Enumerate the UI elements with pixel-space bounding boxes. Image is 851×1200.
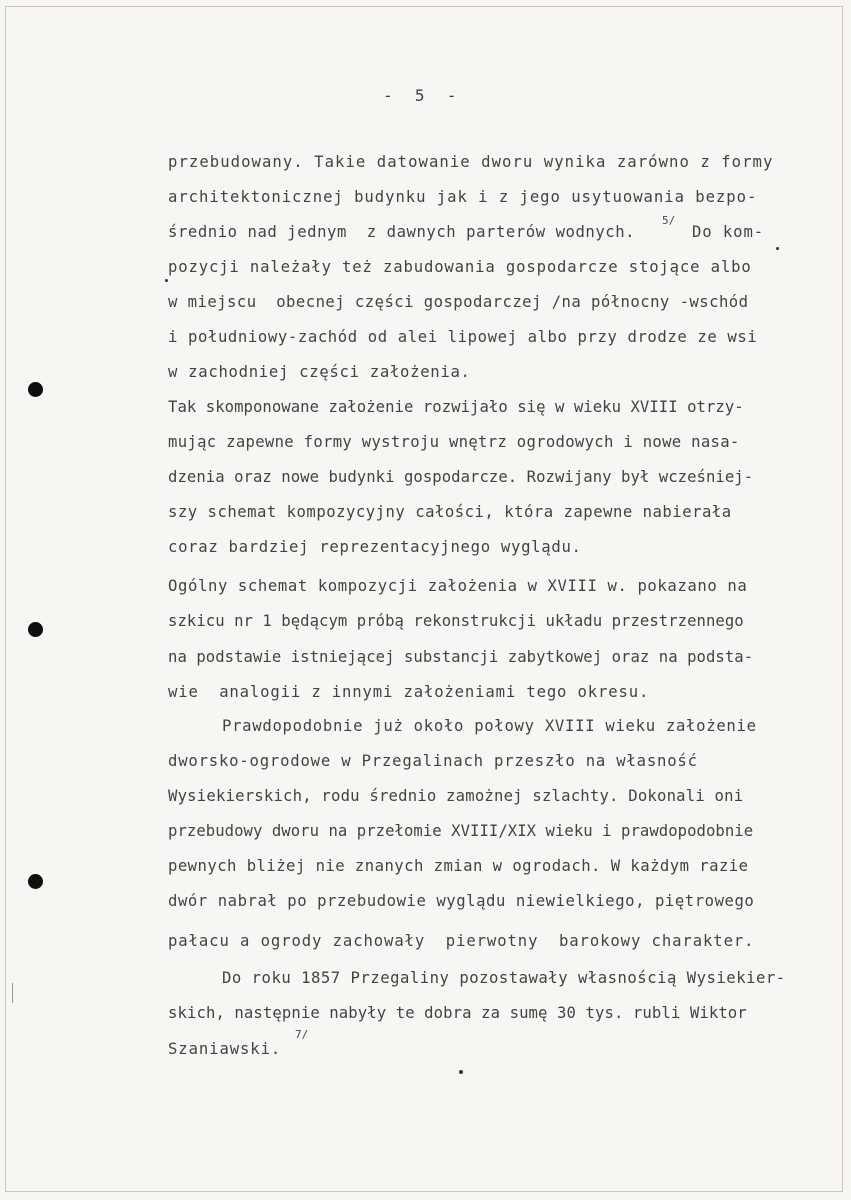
text-line: Szaniawski.: [168, 1040, 282, 1058]
text-line: przebudowy dworu na przełomie XVIII/XIX wieku i prawdopodobnie: [168, 822, 754, 840]
text-line: wie analogii z innymi założeniami tego okresu.: [168, 683, 650, 701]
punch-hole: [28, 874, 43, 889]
text-line: na podstawie istniejącej substancji zabytkowej oraz na podsta-: [168, 648, 754, 666]
text-line: dzenia oraz nowe budynki gospodarcze. Rozwijany był wcześniej-: [168, 468, 754, 486]
ink-speck: [459, 1070, 463, 1074]
text-line: pozycji należały też zabudowania gospodarcze stojące albo: [168, 258, 752, 276]
text-line: Do roku 1857 Przegaliny pozostawały własnością Wysiekier-: [222, 969, 786, 987]
text-line: Prawdopodobnie już około połowy XVIII wieku założenie: [222, 717, 757, 735]
ink-speck: [776, 247, 779, 250]
page-number: - 5 -: [383, 86, 458, 105]
footnote-marker: 5/: [662, 214, 676, 227]
text-line: Tak skomponowane założenie rozwijało się w wieku XVIII otrzy-: [168, 398, 744, 416]
text-line: skich, następnie nabyły te dobra za sumę 30 tys. rubli Wiktor: [168, 1004, 747, 1022]
text-line: pałacu a ogrody zachowały pierwotny barokowy charakter.: [168, 932, 755, 950]
text-line: Ogólny schemat kompozycji założenia w XVIII w. pokazano na: [168, 577, 748, 595]
punch-hole: [28, 622, 43, 637]
text-line: średnio nad jednym z dawnych parterów wodnych.: [168, 223, 636, 241]
text-line: szy schemat kompozycyjny całości, która zapewne nabierała: [168, 503, 732, 521]
text-line: dwór nabrał po przebudowie wyglądu niewielkiego, piętrowego: [168, 892, 755, 910]
text-line: przebudowany. Takie datowanie dworu wynika zarówno z formy: [168, 153, 774, 171]
text-line: coraz bardziej reprezentacyjnego wyglądu.: [168, 538, 582, 556]
footnote-marker: 7/: [295, 1028, 309, 1041]
text-line: pewnych bliżej nie znanych zmian w ogrodach. W każdym razie: [168, 857, 749, 875]
text-line: w zachodniej części założenia.: [168, 363, 471, 381]
text-line: architektonicznej budynku jak i z jego usytuowania bezpo-: [168, 188, 758, 206]
paper-mark: [12, 983, 13, 1003]
text-line: szkicu nr 1 będącym próbą rekonstrukcji układu przestrzennego: [168, 612, 744, 630]
punch-hole: [28, 382, 43, 397]
text-line: Do kom-: [692, 223, 765, 241]
text-line: dworsko-ogrodowe w Przegalinach przeszło na własność: [168, 752, 698, 770]
ink-speck: [165, 279, 168, 282]
text-line: w miejscu obecnej części gospodarczej /na północny -wschód: [168, 293, 749, 311]
text-line: i południowy-zachód od alei lipowej albo przy drodze ze wsi: [168, 328, 758, 346]
text-line: mując zapewne formy wystroju wnętrz ogrodowych i nowe nasa-: [168, 433, 740, 451]
text-line: Wysiekierskich, rodu średnio zamożnej szlachty. Dokonali oni: [168, 787, 744, 805]
